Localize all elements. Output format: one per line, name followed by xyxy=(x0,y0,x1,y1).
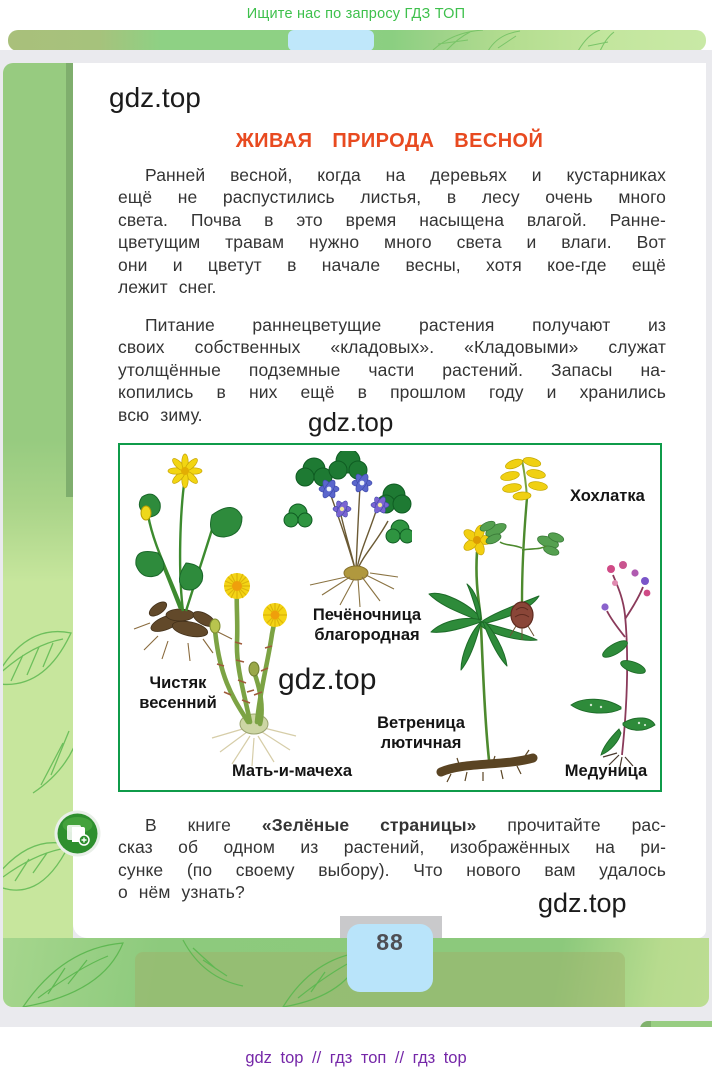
label-khokhlatka: Хохлатка xyxy=(570,487,645,505)
top-decor-strip xyxy=(8,30,706,51)
top-strip-leaf-decor xyxy=(428,30,628,51)
book-title-bold: «Зелёные страницы» xyxy=(261,815,477,835)
paragraph-line: утолщённые подземные части растений. Запасы на- xyxy=(118,359,666,380)
watermark-top: gdz.top xyxy=(109,82,201,113)
paragraph-line: В книге «Зелёные страницы» прочитайте рас- xyxy=(145,815,667,835)
footer xyxy=(0,1027,712,1082)
book-page xyxy=(73,63,706,938)
label-mat-i-machekha: Мать-и-мачеха xyxy=(231,762,353,780)
paragraph-line: Питание раннецветущие растения получают из xyxy=(145,315,666,335)
paragraph-line: сунке (по своему выбору). Что нового вам удалось xyxy=(118,859,666,880)
top-strip-blue-tab xyxy=(288,30,374,51)
label-pechyonochnitsa: Печёночница благородная xyxy=(312,606,422,644)
watermark-middle: gdz.top xyxy=(308,407,394,437)
footer-text: gdz top // гдз топ // гдз top xyxy=(245,1049,467,1067)
green-pages-book-icon xyxy=(54,810,101,857)
paragraph-line: сказ об одном из растений, изображённых на ри- xyxy=(118,837,666,858)
medunitsa-illustration xyxy=(567,557,657,767)
paragraph-1 xyxy=(118,164,666,298)
left-decor-strip xyxy=(3,63,73,1007)
left-strip-edge xyxy=(66,63,73,497)
plants-figure xyxy=(118,443,662,792)
watermark-figure: gdz.top xyxy=(278,663,377,696)
paragraph-line: лежит снег. xyxy=(118,277,217,298)
paragraph-line: ещё не распустились листья, в лесу очень много xyxy=(118,187,666,208)
banner-text: Ищите нас по запросу ГДЗ ТОП xyxy=(246,6,466,22)
page-number-tab xyxy=(347,924,433,992)
paragraph-line: всю зиму. xyxy=(118,404,203,425)
top-banner xyxy=(0,0,712,30)
paragraph-line: своих собственных «кладовых». «Кладовыми» служат xyxy=(118,337,666,358)
page-title: ЖИВАЯ ПРИРОДА ВЕСНОЙ xyxy=(235,130,544,152)
label-chistyak: Чистяк весенний xyxy=(139,674,217,712)
label-vetrenitsa: Ветреница лютичная xyxy=(377,714,465,752)
label-medunitsa: Медуница xyxy=(564,762,648,780)
page-number: 88 xyxy=(376,929,404,955)
paragraph-line: света. Почва в это время насыщена влагой. Ранне- xyxy=(118,209,666,230)
watermark-bottom: gdz.top xyxy=(538,888,627,918)
paragraph-line: о нём узнать? xyxy=(118,882,245,903)
khokhlatka-illustration xyxy=(472,452,572,642)
paragraph-line: копились в них ещё в прошлом году и хранились xyxy=(118,382,666,403)
left-strip-leaf-decor xyxy=(3,563,73,1003)
paragraph-line: цветущим травам нужно много света и влаги. Вот xyxy=(118,232,666,253)
paragraph-line: Ранней весной, когда на деревьях и кустарниках xyxy=(145,165,666,185)
paragraph-line: они и цветут в начале весны, хотя кое-где ещё xyxy=(118,254,666,275)
